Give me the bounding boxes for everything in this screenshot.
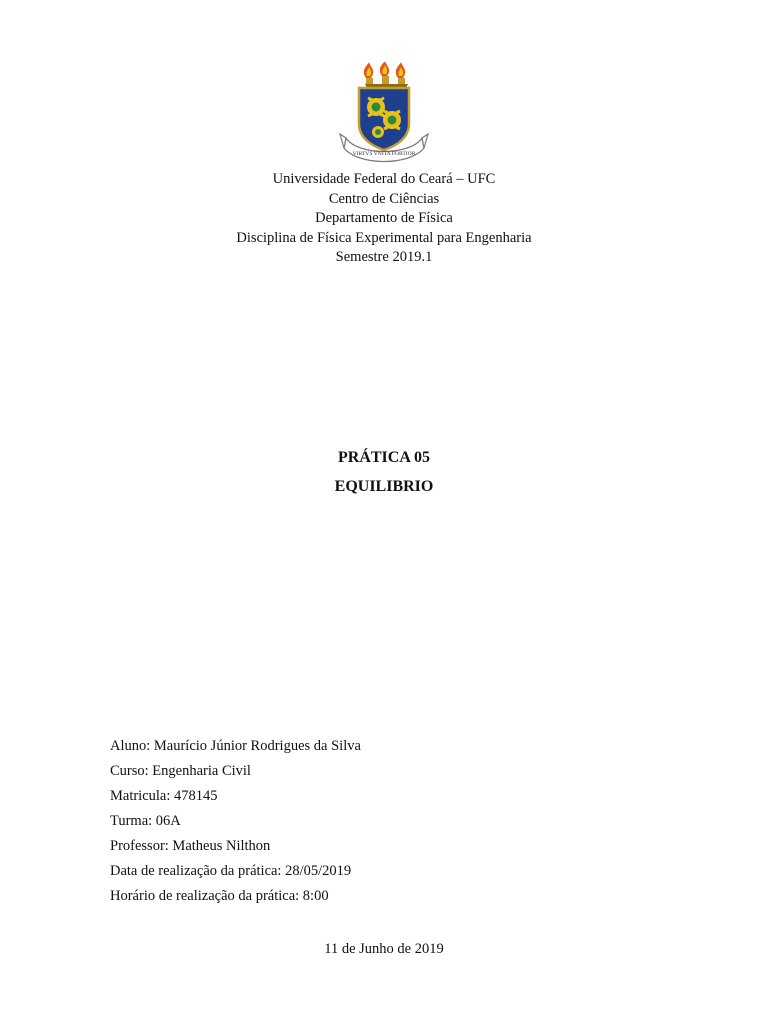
semester: Semestre 2019.1	[335, 249, 433, 265]
svg-text:VIRTVS VNITA FORTIOR: VIRTVS VNITA FORTIOR	[352, 151, 416, 157]
practice-subject: EQUILIBRIO	[334, 478, 434, 495]
ufc-logo-icon	[338, 62, 430, 170]
center-name: Centro de Ciências	[328, 190, 440, 207]
submission-date: 11 de Junho de 2019	[324, 941, 444, 957]
university-name: Universidade Federal do Ceará – UFC	[272, 171, 496, 187]
practice-time: Horário de realização da prática: 8:00	[110, 888, 329, 904]
document-title	[0, 443, 768, 501]
department-name: Departamento de Física	[315, 210, 453, 226]
torch-flame-icon	[364, 62, 408, 88]
course: Curso: Engenharia Civil	[110, 763, 251, 779]
professor: Professor: Matheus Nilthon	[110, 838, 271, 854]
student-name: Aluno: Maurício Júnior Rodrigues da Silva	[110, 738, 361, 754]
institution-header	[0, 170, 768, 268]
student-info	[110, 736, 670, 911]
registration-number: Matricula: 478145	[110, 788, 218, 804]
practice-number: PRÁTICA 05	[337, 449, 430, 466]
class-group: Turma: 06A	[110, 813, 181, 829]
practice-date: Data de realização da prática: 28/05/2019	[110, 863, 352, 879]
discipline-name: Disciplina de Física Experimental para Engenharia	[236, 229, 532, 246]
